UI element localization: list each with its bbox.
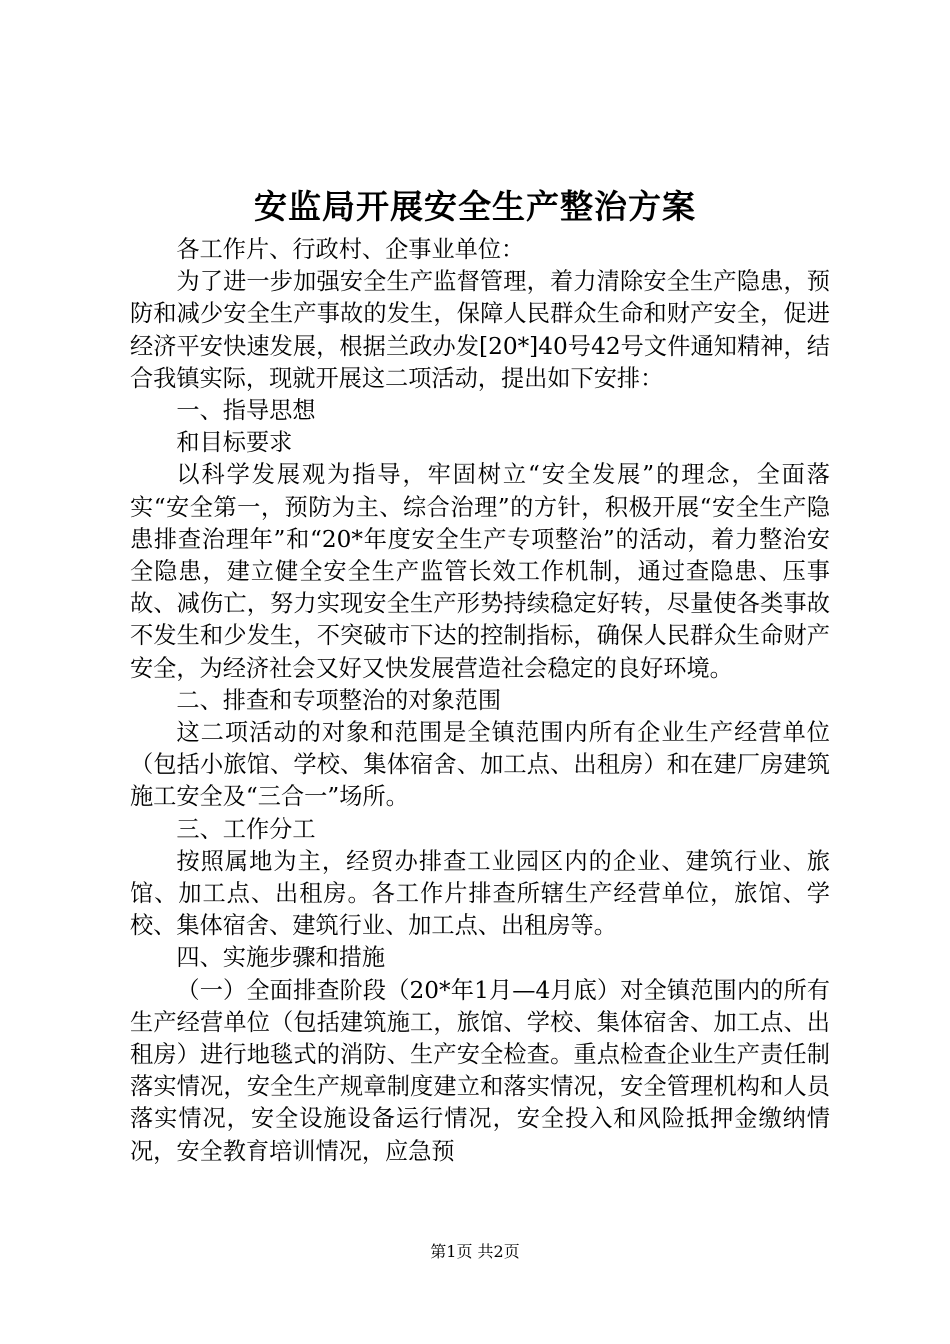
guiding-principles-paragraph: 以科学发展观为指导，牢固树立“安全发展”的理念，全面落实“安全第一，预防为主、综合治理”的方针，积极开展“安全生产隐患排查治理年”和“20*年度安全生产专项整治”的活动，着力整治安全隐患，建立健全安全生产监管长效工作机制，通过查隐患、压事故、减伤亡，努力实现安全生产形势持续稳定好转，尽量使各类事故不发生和少发生，不突破市下达的控制指标，确保人民群众生命财产安全，为经济社会又好又快发展营造社会稳定的良好环境。 (130, 461, 830, 682)
division-paragraph: 按照属地为主，经贸办排查工业园区内的企业、建筑行业、旅馆、加工点、出租房。各工作片排查所辖生产经营单位，旅馆、学校、集体宿舍、建筑行业、加工点、出租房等。 (130, 847, 830, 940)
document-body (130, 234, 830, 1168)
section-heading-4: 四、实施步骤和措施 (176, 944, 386, 972)
salutation: 各工作片、行政村、企事业单位： (176, 236, 525, 263)
section-heading-3: 三、工作分工 (176, 815, 316, 843)
page-footer: 第1页 共2页 (430, 1242, 520, 1261)
section-heading-1-continued: 和目标要求 (176, 429, 293, 457)
intro-paragraph: 为了进一步加强安全生产监督管理，着力清除安全生产隐患，预防和减少安全生产事故的发生，保障人民群众生命和财产安全，促进经济平安快速发展，根据兰政办发[20*]40号42号文件通知精神，结合我镇实际，现就开展这二项活动，提出如下安排： (130, 268, 830, 392)
document-title: 安监局开展安全生产整治方案 (254, 187, 696, 226)
scope-paragraph: 这二项活动的对象和范围是全镇范围内所有企业生产经营单位（包括小旅馆、学校、集体宿舍、加工点、出租房）和在建厂房建筑施工安全及“三合一”场所。 (130, 719, 830, 811)
section-heading-2: 二、排查和专项整治的对象范围 (176, 686, 502, 714)
steps-paragraph: （一）全面排查阶段（20*年1月—4月底）对全镇范围内的所有生产经营单位（包括建筑施工，旅馆、学校、集体宿舍、加工点、出租房）进行地毯式的消防、生产安全检查。重点检查企业生产责任制落实情况，安全生产规章制度建立和落实情况，安全管理机构和人员落实情况，安全设施设备运行情况，安全投入和风险抵押金缴纳情况，安全教育培训情况，应急预 (130, 976, 830, 1165)
section-heading-1: 一、指导思想 (176, 397, 316, 425)
